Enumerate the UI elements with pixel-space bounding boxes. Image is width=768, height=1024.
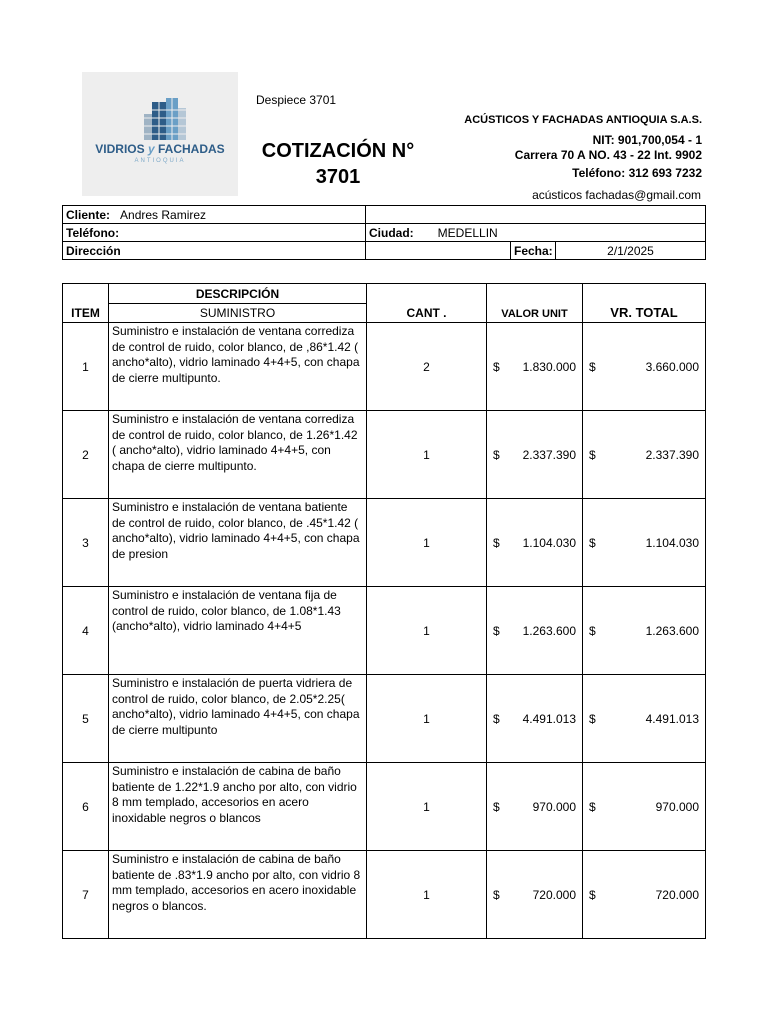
- row-item: 5: [63, 675, 109, 763]
- total-amount: 970.000: [655, 799, 699, 814]
- row-cant: 1: [367, 851, 487, 939]
- table-row: [63, 499, 706, 587]
- total-amount: 4.491.013: [645, 711, 699, 726]
- row-description: Suministro e instalación de cabina de baño batiente de 1.22*1.9 ancho por alto, con vidrio 8 mm templado, accesorios en acero inoxidable negros o blancos: [109, 763, 367, 851]
- row-unit-value: [487, 411, 583, 499]
- header-descripcion: DESCRIPCIÓN: [109, 284, 367, 304]
- items-table-body: [63, 323, 706, 939]
- currency-symbol: $: [493, 359, 500, 374]
- row-item: 1: [63, 323, 109, 411]
- currency-symbol: $: [493, 447, 500, 462]
- row-description: Suministro e instalación de cabina de baño batiente de .83*1.9 ancho por alto, con vidrio 8 mm templado, accesorios en acero inoxidable negros o blancos.: [109, 851, 367, 939]
- header-item: ITEM: [63, 284, 109, 323]
- row-unit-value: [487, 763, 583, 851]
- currency-symbol: $: [589, 711, 596, 726]
- table-row: [63, 851, 706, 939]
- company-phone: Teléfono: 312 693 7232: [572, 166, 702, 180]
- header-suministro: SUMINISTRO: [109, 304, 367, 323]
- unit-amount: 4.491.013: [522, 711, 576, 726]
- row-item: 2: [63, 411, 109, 499]
- company-name: ACÚSTICOS Y FACHADAS ANTIOQUIA S.A.S.: [464, 114, 702, 126]
- total-amount: 1.263.600: [645, 623, 699, 638]
- row-unit-value: [487, 587, 583, 675]
- row-description: Suministro e instalación de ventana batiente de control de ruido, color blanco, de .45*1.42 ( ancho*alto), vidrio laminado 4+4+5, con chapa de presion: [109, 499, 367, 587]
- row-total-value: [583, 763, 706, 851]
- unit-amount: 970.000: [532, 799, 576, 814]
- cliente-cell: [63, 206, 366, 224]
- items-table: [62, 283, 706, 939]
- row-total-value: [583, 851, 706, 939]
- header-cant: CANT .: [367, 284, 487, 323]
- row-description: Suministro e instalación de ventana corrediza de control de ruido, color blanco, de 1.26*1.42 ( ancho*alto), vidrio laminado 4+4+5, con chapa de cierre multipunto.: [109, 411, 367, 499]
- row-item: 6: [63, 763, 109, 851]
- fecha-value: 2/1/2025: [556, 242, 706, 260]
- table-row: [63, 587, 706, 675]
- row-total-value: [583, 499, 706, 587]
- logo-brand: VIDRIOS y FACHADAS: [95, 142, 225, 156]
- row-cant: 1: [367, 763, 487, 851]
- total-amount: 2.337.390: [645, 447, 699, 462]
- row-total-value: [583, 411, 706, 499]
- row-cant: 2: [367, 323, 487, 411]
- row-cant: 1: [367, 411, 487, 499]
- ciudad-value: MEDELLIN: [437, 225, 498, 240]
- row-unit-value: [487, 675, 583, 763]
- table-row: [63, 675, 706, 763]
- row-total-value: [583, 587, 706, 675]
- currency-symbol: $: [589, 623, 596, 638]
- row-description: Suministro e instalación de ventana corrediza de control de ruido, color blanco, de ,86*1.42 ( ancho*alto), vidrio laminado 4+4+5, con chapa de cierre multipunto.: [109, 323, 367, 411]
- unit-amount: 720.000: [532, 887, 576, 902]
- total-amount: 1.104.030: [645, 535, 699, 550]
- row-description: Suministro e instalación de ventana fija de control de ruido, color blanco, de 1.08*1.43 (ancho*alto), vidrio laminado 4+4+5: [109, 587, 367, 675]
- telefono-cell: [63, 224, 366, 242]
- ciudad-cell: [366, 224, 706, 242]
- currency-symbol: $: [589, 887, 596, 902]
- table-row: [63, 323, 706, 411]
- cliente-extra-cell: [366, 206, 706, 224]
- unit-amount: 1.104.030: [522, 535, 576, 550]
- row-total-value: [583, 323, 706, 411]
- currency-symbol: $: [589, 359, 596, 374]
- currency-symbol: $: [589, 535, 596, 550]
- header-vr-total: VR. TOTAL: [583, 284, 706, 323]
- client-info-table: [62, 205, 706, 260]
- company-logo: [82, 72, 238, 196]
- row-unit-value: [487, 851, 583, 939]
- unit-amount: 1.263.600: [522, 623, 576, 638]
- row-item: 4: [63, 587, 109, 675]
- currency-symbol: $: [493, 799, 500, 814]
- despiece-label: Despiece 3701: [256, 93, 337, 107]
- currency-symbol: $: [589, 799, 596, 814]
- currency-symbol: $: [493, 623, 500, 638]
- row-cant: 1: [367, 587, 487, 675]
- company-nit: NIT: 901,700,054 - 1: [592, 133, 702, 147]
- telefono-label: Teléfono:: [66, 225, 120, 240]
- table-row: [63, 411, 706, 499]
- direccion-extra-cell: [366, 242, 511, 260]
- company-address: Carrera 70 A NO. 43 - 22 Int. 9902: [514, 148, 702, 162]
- row-item: 3: [63, 499, 109, 587]
- row-unit-value: [487, 499, 583, 587]
- row-description: Suministro e instalación de puerta vidriera de control de ruido, color blanco, de 2.05*2.25( ancho*alto), vidrio laminado 4+4+5, con chapa de cierre multipunto: [109, 675, 367, 763]
- direccion-label: Dirección: [66, 243, 121, 258]
- table-row: [63, 763, 706, 851]
- quote-title: COTIZACIÓN N° 3701: [261, 140, 415, 188]
- row-cant: 1: [367, 675, 487, 763]
- unit-amount: 1.830.000: [522, 359, 576, 374]
- fecha-label-cell: [511, 242, 556, 260]
- currency-symbol: $: [493, 535, 500, 550]
- row-total-value: [583, 675, 706, 763]
- cliente-value: Andres Ramirez: [120, 207, 207, 222]
- unit-amount: 2.337.390: [522, 447, 576, 462]
- currency-symbol: $: [493, 887, 500, 902]
- currency-symbol: $: [493, 711, 500, 726]
- row-cant: 1: [367, 499, 487, 587]
- header-valor-unit: VALOR UNIT: [487, 284, 583, 323]
- total-amount: 720.000: [655, 887, 699, 902]
- cliente-label: Cliente:: [66, 207, 111, 222]
- ciudad-label: Ciudad:: [369, 225, 414, 240]
- currency-symbol: $: [589, 447, 596, 462]
- total-amount: 3.660.000: [645, 359, 699, 374]
- row-item: 7: [63, 851, 109, 939]
- direccion-cell: [63, 242, 366, 260]
- row-unit-value: [487, 323, 583, 411]
- fecha-label: Fecha:: [514, 243, 553, 258]
- logo-subtitle: ANTIOQUIA: [134, 158, 186, 164]
- building-icon: [82, 72, 238, 196]
- company-email: acústicos fachadas@gmail.com: [532, 188, 701, 202]
